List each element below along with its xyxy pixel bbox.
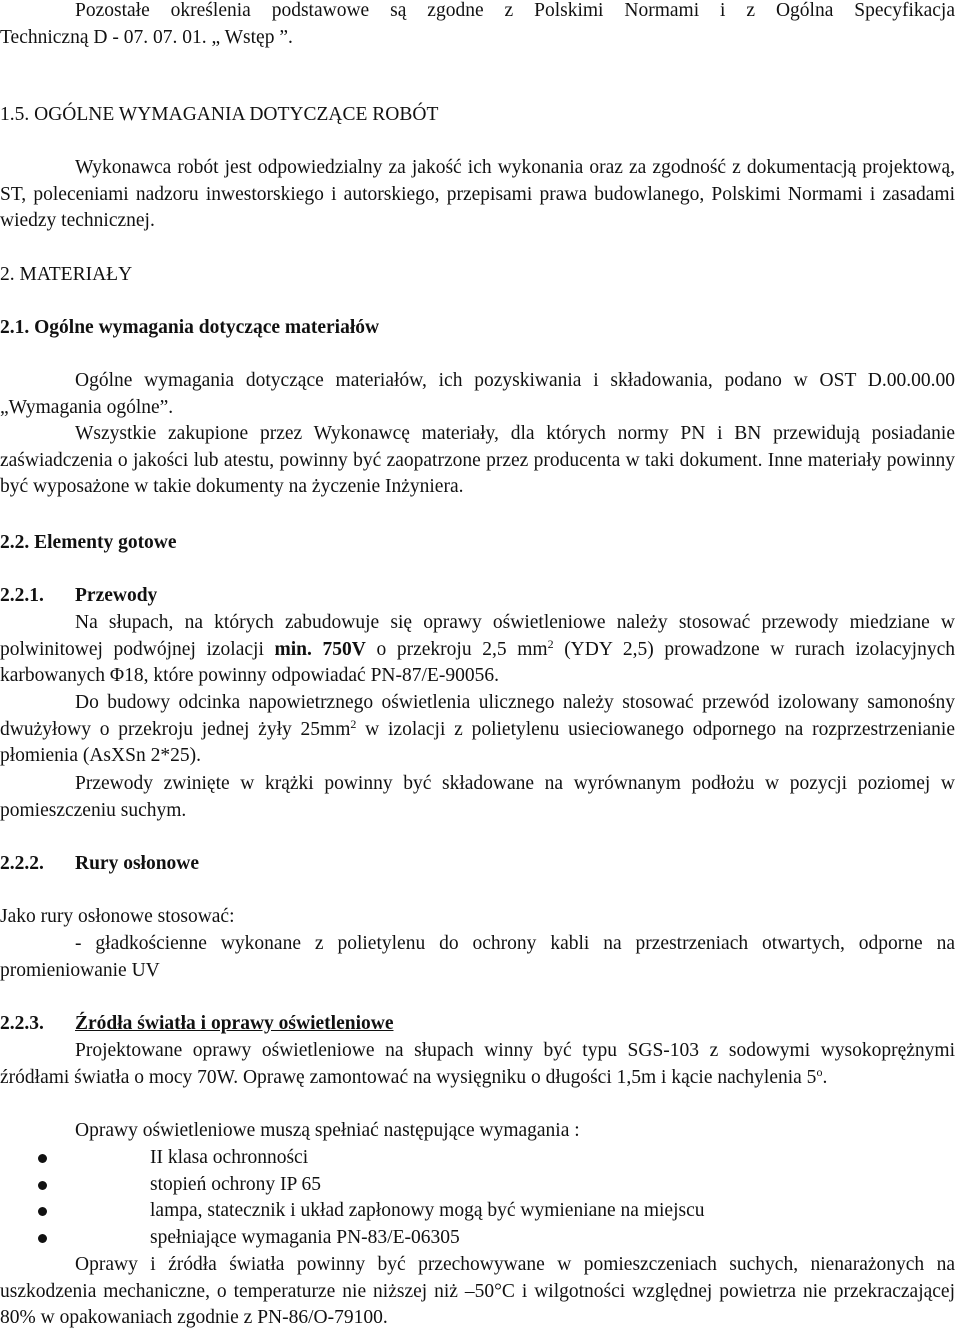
section-2-2-heading: 2.2. Elementy gotowe [0, 532, 177, 553]
bullet-icon [38, 1234, 47, 1243]
section-2-2-1-heading [0, 583, 955, 610]
section-2-2-1-paragraph-2 [0, 690, 955, 770]
section-2-2-1-paragraph-3: Przewody zwinięte w krążki powinny być składowane na wyrównanym podłożu w pozycji poziomej w pomieszczeniu suchym. [0, 773, 955, 821]
bullet-icon [38, 1154, 47, 1163]
section-2-2-1-number: 2.2.1. [0, 585, 44, 606]
p1-text-e: o przekroju 2,5 mm [365, 638, 548, 660]
section-2-2-1-title: Przewody [75, 585, 158, 606]
section-2-2-3-paragraph-3: Oprawy i źródła światła powinny być przechowywane w pomieszczeniach suchych, nienarażonych na uszkodzenia mechaniczne, o temperaturze nie niższej niż –50°C i wilgotności względnej powietrza nie przekraczającej 80% w opakowaniach zgodnie z PN-86/O-79100. [0, 1254, 955, 1328]
degree-superscript: o [816, 1064, 823, 1079]
section-2-2-2-title: Rury osłonowe [75, 853, 200, 874]
p1-period: . [822, 1066, 828, 1088]
section-1-5-heading: 1.5. OGÓLNE WYMAGANIA DOTYCZĄCE ROBÓT [0, 104, 439, 125]
intro-line-1: Pozostałe określenia podstawowe są zgodne z Polskimi Normami i z Ogólna Specyfikacja [75, 0, 955, 21]
p1-text-f: (YDY 2,5) prowadzone w rurach izolacyjnych karbowanych Φ18, które powinny odpowiadać PN-87/E-90056. [0, 638, 955, 686]
section-2-1-paragraph-1: Ogólne wymagania dotyczące materiałów, ich pozyskiwania i składowania, podano w OST D.00.00.00 „Wymagania ogólne”. [0, 370, 955, 418]
bullet-icon [38, 1207, 47, 1216]
section-2-1-paragraph-2b: Inne materiały powinny być wyposażone w takie dokumenty na życzenie Inżyniera. [0, 449, 955, 497]
p1-space [312, 639, 323, 660]
section-2-2-3-paragraph-2: Oprawy oświetleniowe muszą spełniać następujące wymagania : [75, 1120, 580, 1141]
section-2-2-2-paragraph-1: Jako rury osłonowe stosować: [0, 906, 235, 927]
section-2-2-3-title: Źródła światła i oprawy oświetleniowe [75, 1013, 394, 1034]
section-1-5-body: Wykonawca robót jest odpowiedzialny za jakość ich wykonania oraz za zgodność z dokumentacją projektową, ST, poleceniami nadzoru inwestorskiego i autorskiego, przepisami prawa budowlanego, Polskimi Normami i zasadami wiedzy technicznej. [0, 157, 955, 231]
list-item [0, 1172, 955, 1199]
p1-superscript: 2 [547, 636, 554, 651]
section-2-heading: 2. MATERIAŁY [0, 264, 133, 285]
requirements-list [0, 1145, 955, 1251]
p2-text-a: Do budowy odcinka napowietrznego oświetlenia ulicznego należy stosować przewód izolowany samonośny dwużyłowy o przekroju jednej żyły 25mm [0, 692, 955, 740]
list-item-text: lampa, statecznik i układ zapłonowy mogą być wymieniane na miejscu [150, 1200, 705, 1221]
section-2-1-heading: 2.1. Ogólne wymagania dotyczące materiałów [0, 317, 380, 338]
section-2-2-1-paragraph-1 [0, 610, 955, 690]
section-2-2-2-number: 2.2.2. [0, 853, 44, 874]
p2-superscript: 2 [350, 716, 357, 731]
bullet-icon [38, 1181, 47, 1190]
p1-voltage: 750V [322, 638, 366, 660]
p1-text: Projektowane oprawy oświetleniowe na słupach winny być typu SGS-103 z sodowymi wysokoprężnymi źródłami światła o mocy 70W. Oprawę zamontować na wysięgniku o długości 1,5m i kącie nachylenia 5 [0, 1040, 955, 1088]
list-item [0, 1198, 955, 1225]
list-item [0, 1225, 955, 1252]
section-2-1-paragraph-2a: Wszystkie zakupione przez Wykonawcę materiały, dla których normy PN i BN przewidują posiadanie zaświadczenia o jakości lub atestu, powinny być zaopatrzone przez producenta w taki dokument. [0, 423, 955, 471]
section-2-2-3-number: 2.2.3. [0, 1013, 44, 1034]
list-item-text: stopień ochrony IP 65 [150, 1173, 321, 1195]
p1-min: min. [274, 638, 312, 660]
section-2-2-3-paragraph-1 [0, 1038, 955, 1091]
list-item-text: spełniające wymagania PN-83/E-06305 [150, 1226, 460, 1248]
section-2-1-paragraph-2 [0, 421, 955, 501]
p1-text-a: Na słupach, na których zabudowuje się oprawy oświetleniowe należy stosować przewody miedziane w polwinitowej podwójnej izolacji [0, 612, 955, 660]
section-2-2-3-heading [0, 1011, 955, 1038]
list-item [0, 1145, 955, 1172]
section-2-2-2-paragraph-2: - gładkościenne wykonane z polietylenu do ochrony kabli na przestrzeniach otwartych, odporne na promieniowanie UV [0, 933, 955, 981]
intro-line-2: Techniczną D - 07. 07. 01. „ Wstęp ”. [0, 26, 293, 48]
p2-text-b: w izolacji z polietylenu usieciowanego odpornego na rozprzestrzenianie płomienia (AsXSn 2*25). [0, 718, 955, 766]
section-2-2-2-heading [0, 851, 955, 878]
list-item-text: II klasa ochronności [150, 1147, 309, 1168]
